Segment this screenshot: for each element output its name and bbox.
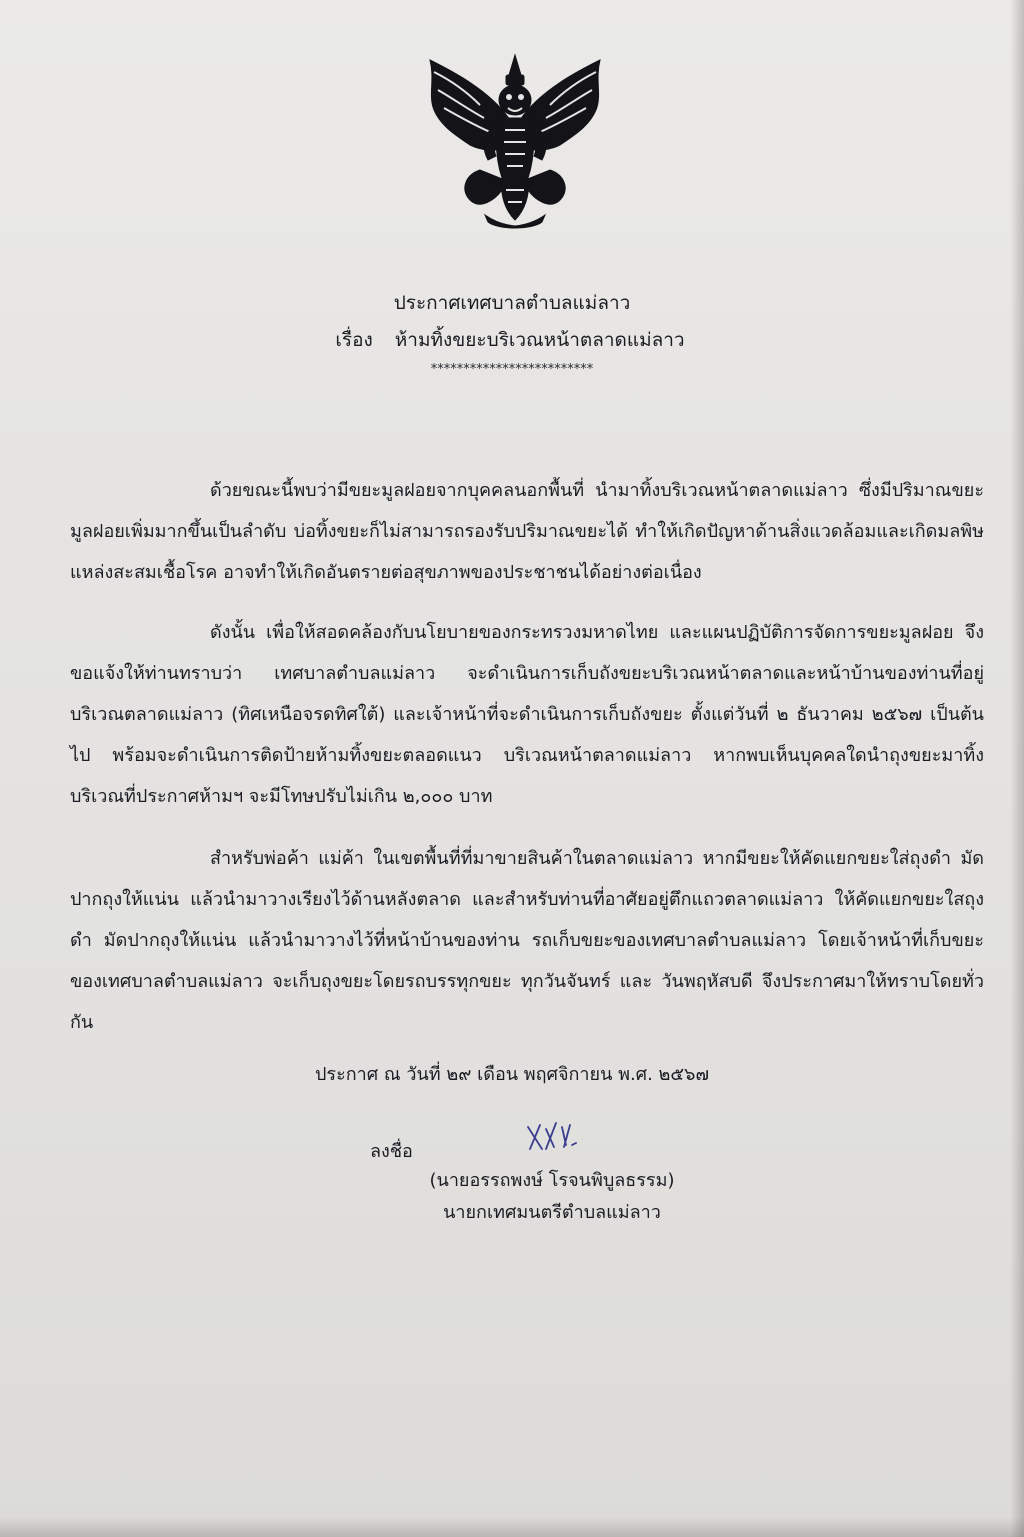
subject-label: เรื่อง: [335, 329, 373, 351]
announcement-title: ประกาศเทศบาลตำบลแม่ลาว: [393, 292, 631, 314]
handwritten-signature: [520, 1115, 586, 1155]
garuda-emblem-icon: [410, 50, 620, 240]
signer-title: นายกเทศมนตรีตำบลแม่ลาว: [443, 1202, 661, 1223]
announcement-subject: [0, 327, 1022, 353]
body-paragraph-1: ด้วยขณะนี้พบว่ามีขยะมูลฝอยจากบุคคลนอกพื้นที่ นำมาทิ้งบริเวณหน้าตลาดแม่ลาว ซึ่งมีปริมาณขยะมูลฝอยเพิ่มมากขึ้นเป็นลำดับ บ่อทิ้งขยะก็ไม่สามารถรองรับปริมาณขยะได้ ทำให้เกิดปัญหาด้านสิ่งแวดล้อมและเกิดมลพิษ แหล่งสะสมเชื้อโรค อาจทำให้เกิดอันตรายต่อสุขภาพของประชาชนได้อย่างต่อเนื่อง: [70, 480, 984, 583]
body-paragraph-3: สำหรับพ่อค้า แม่ค้า ในเขตพื้นที่ที่มาขายสินค้าในตลาดแม่ลาว หากมีขยะให้คัดแยกขยะใส่ถุงดำ มัดปากถุงให้แน่น แล้วนำมาวางเรียงไว้ด้านหลังตลาด และสำหรับท่านที่อาศัยอยู่ตึกแถวตลาดแม่ลาว ให้คัดแยกขยะใสถุงดำ มัดปากถุงให้แน่น แล้วนำมาวางไว้ที่หน้าบ้านของท่าน รถเก็บขยะของเทศบาลตำบลแม่ลาว โดยเจ้าหน้าที่เก็บขยะของเทศบาลตำบลแม่ลาว จะเก็บถุงขยะโดยรถบรรทุกขยะ ทุกวันจันทร์ และ วันพฤหัสบดี จึงประกาศมาให้ทราบโดยทั่วกัน: [70, 848, 984, 1033]
subject-text: ห้ามทิ้งขยะบริเวณหน้าตลาดแม่ลาว: [394, 329, 685, 351]
announced-date: ประกาศ ณ วันที่ ๒๙ เดือน พฤศจิกายน พ.ศ. ๒๕๖๗: [315, 1064, 710, 1085]
title-separator: *************************: [430, 362, 594, 377]
signer-name: (นายอรรถพงษ์ โรจนพิบูลธรรม): [429, 1170, 675, 1191]
page-bottom-shadow: [0, 1517, 1024, 1537]
sign-label: ลงชื่อ: [370, 1141, 413, 1162]
body-paragraph-2: ดังนั้น เพื่อให้สอดคล้องกับนโยบายของกระทรวงมหาดไทย และแผนปฏิบัติการจัดการขยะมูลฝอย จึงขอแจ้งให้ท่านทราบว่า เทศบาลตำบลแม่ลาว จะดำเนินการเก็บถังขยะบริเวณหน้าตลาดและหน้าบ้านของท่านที่อยู่บริเวณตลาดแม่ลาว (ทิศเหนือจรดทิศใต้) และเจ้าหน้าที่จะดำเนินการเก็บถังขยะ ตั้งแต่วันที่ ๒ ธันวาคม ๒๕๖๗ เป็นต้นไป พร้อมจะดำเนินการติดป้ายห้ามทิ้งขยะตลอดแนว บริเวณหน้าตลาดแม่ลาว หากพบเห็นบุคคลใดนำถุงขยะมาทิ้งบริเวณที่ประกาศห้ามฯ จะมีโทษปรับไม่เกิน ๒,๐๐๐ บาท: [70, 622, 984, 807]
page-edge-shadow: [1010, 0, 1024, 1537]
